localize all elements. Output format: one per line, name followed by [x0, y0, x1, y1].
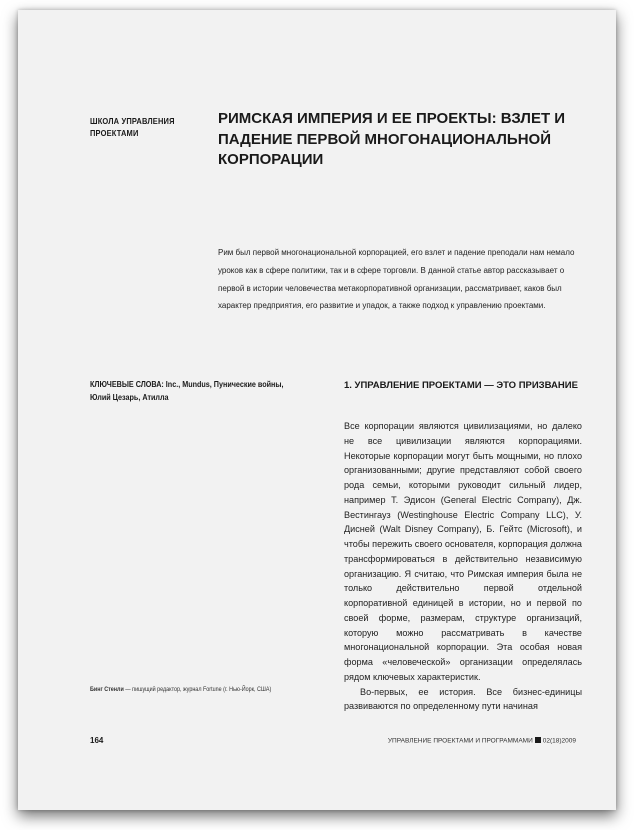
article-abstract: Рим был первой многонациональной корпорацией, его взлет и падение преподали нам немало уроков как в сфере политики, так и в сфере торговли. В данной статье автор рассказывает о первой в истории человечества метакорпоративной организации, рассматривает, каков был характер предприятия, его развитие и упадок, а также подход к управлению проектами.	[218, 248, 575, 311]
section-label: ШКОЛА УПРАВЛЕНИЯ ПРОЕКТАМИ	[90, 116, 175, 138]
body-paragraph-1: Все корпорации являются цивилизациями, но далеко не все цивилизации являются корпорациями. Некоторые корпорации могут быть мощными, но плохо организованными; другие представляют собой своего рода семьи, которыми руководит сильный лидер, например Т. Эдисон (General Electric Company), Дж. Вестингауз (Westinghouse Electric Company LLC), У. Дисней (Walt Disney Company), Б. Гейтс (Microsoft), и чтобы пережить своего основателя, корпорация должна трансформироваться в действительно независимую организацию. Я считаю, что Римская империя была не только действительно первой отдельной корпоративной единицей в истории, но и первой по своей форме, размерам, структуре организаций, которую можно рассматривать в качестве многонациональной корпорации. Эта особая новая форма «человеческой» организации определялась рядом ключевых характеристик.	[344, 421, 582, 682]
square-separator-icon	[535, 737, 541, 743]
page-number: 164	[90, 736, 104, 745]
section-heading: 1. УПРАВЛЕНИЕ ПРОЕКТАМИ — ЭТО ПРИЗВАНИЕ	[344, 380, 578, 391]
author-name: Бинг Стенли	[90, 687, 124, 693]
body-text	[344, 419, 582, 714]
article-title: РИМСКАЯ ИМПЕРИЯ И ЕЕ ПРОЕКТЫ: ВЗЛЕТ И ПАДЕНИЕ ПЕРВОЙ МНОГОНАЦИОНАЛЬНОЙ КОРПОРАЦИИ	[218, 110, 566, 168]
footer-journal	[388, 737, 576, 745]
journal-name: УПРАВЛЕНИЕ ПРОЕКТАМИ И ПРОГРАММАМИ	[387, 737, 533, 745]
author-role: — пишущий редактор, журнал Fortune (г. Нью-Йорк, США)	[123, 687, 272, 693]
keywords: КЛЮЧЕВЫЕ СЛОВА: Inc., Mundus, Пунические войны, Юлий Цезарь, Атилла	[90, 380, 284, 402]
body-paragraph-2: Во-первых, ее история. Все бизнес-единицы развиваются по определенному пути начиная	[344, 686, 582, 712]
author-note	[90, 686, 306, 695]
journal-issue: 02(18)2009	[542, 737, 576, 745]
